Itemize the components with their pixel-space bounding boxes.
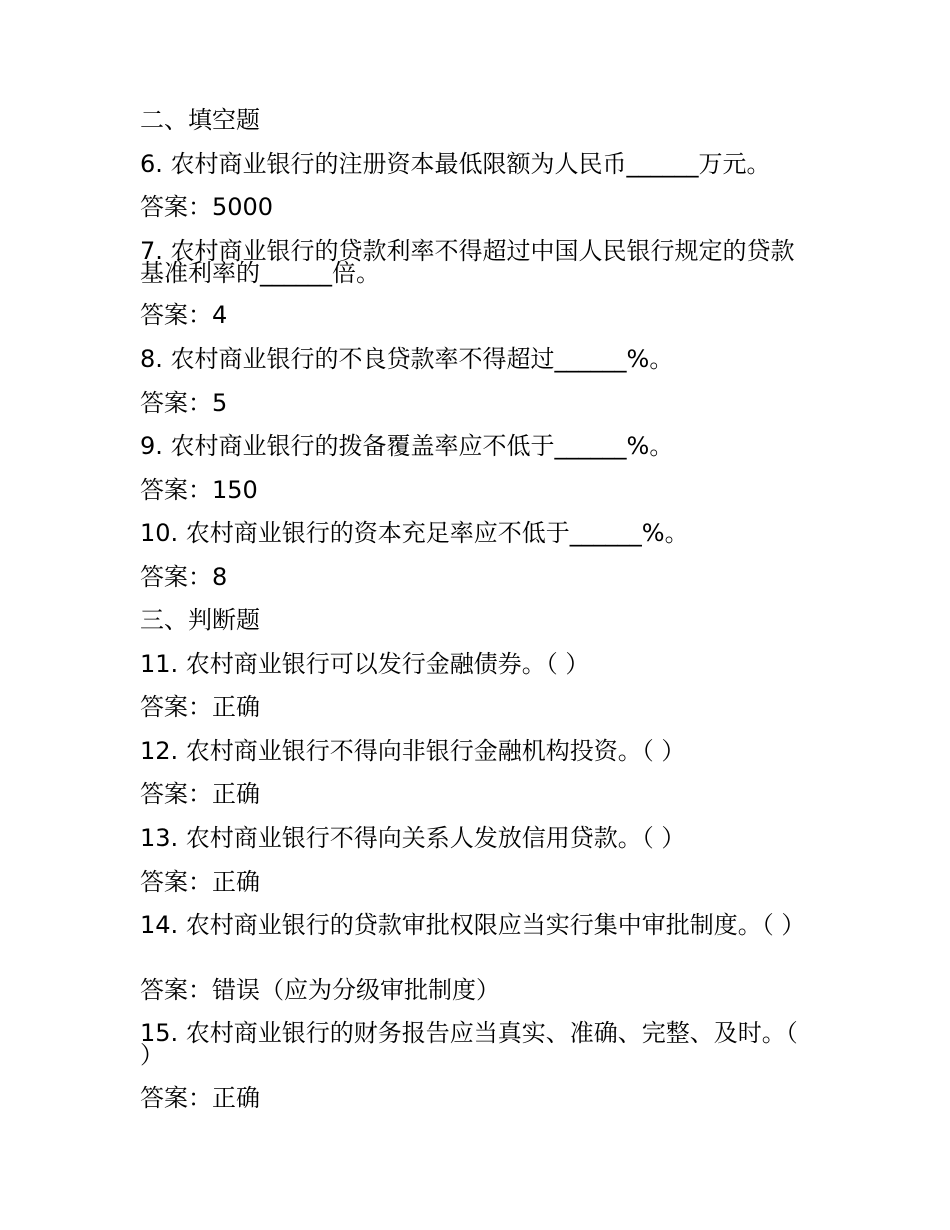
section-heading-true-false: 三、判断题 [140, 606, 260, 634]
question-11: 11. 农村商业银行可以发行金融债券。（ ） [140, 650, 590, 678]
question-6: 6. 农村商业银行的注册资本最低限额为人民币______万元。 [140, 150, 771, 178]
section-heading-fill-in-blank: 二、填空题 [140, 106, 260, 134]
question-8: 8. 农村商业银行的不良贷款率不得超过______%。 [140, 345, 674, 373]
answer-13: 答案：正确 [140, 868, 260, 896]
answer-6: 答案：5000 [140, 193, 274, 221]
answer-7: 答案：4 [140, 301, 228, 329]
question-14: 14. 农村商业银行的贷款审批权限应当实行集中审批制度。（ ） [140, 911, 806, 939]
answer-14: 答案：错误（应为分级审批制度） [140, 976, 500, 1004]
answer-8: 答案：5 [140, 389, 228, 417]
answer-15: 答案：正确 [140, 1084, 260, 1112]
answer-10: 答案：8 [140, 563, 228, 591]
question-9: 9. 农村商业银行的拨备覆盖率应不低于______%。 [140, 432, 674, 460]
answer-11: 答案：正确 [140, 693, 260, 721]
question-12: 12. 农村商业银行不得向非银行金融机构投资。（ ） [140, 737, 686, 765]
question-13: 13. 农村商业银行不得向关系人发放信用贷款。（ ） [140, 824, 686, 852]
answer-9: 答案：150 [140, 476, 258, 504]
question-15: 15. 农村商业银行的财务报告应当真实、准确、完整、及时。（ ） [140, 1019, 798, 1069]
question-10: 10. 农村商业银行的资本充足率应不低于______%。 [140, 519, 689, 547]
question-7: 7. 农村商业银行的贷款利率不得超过中国人民银行规定的贷款基准利率的______倍。 [140, 237, 795, 287]
answer-12: 答案：正确 [140, 780, 260, 808]
